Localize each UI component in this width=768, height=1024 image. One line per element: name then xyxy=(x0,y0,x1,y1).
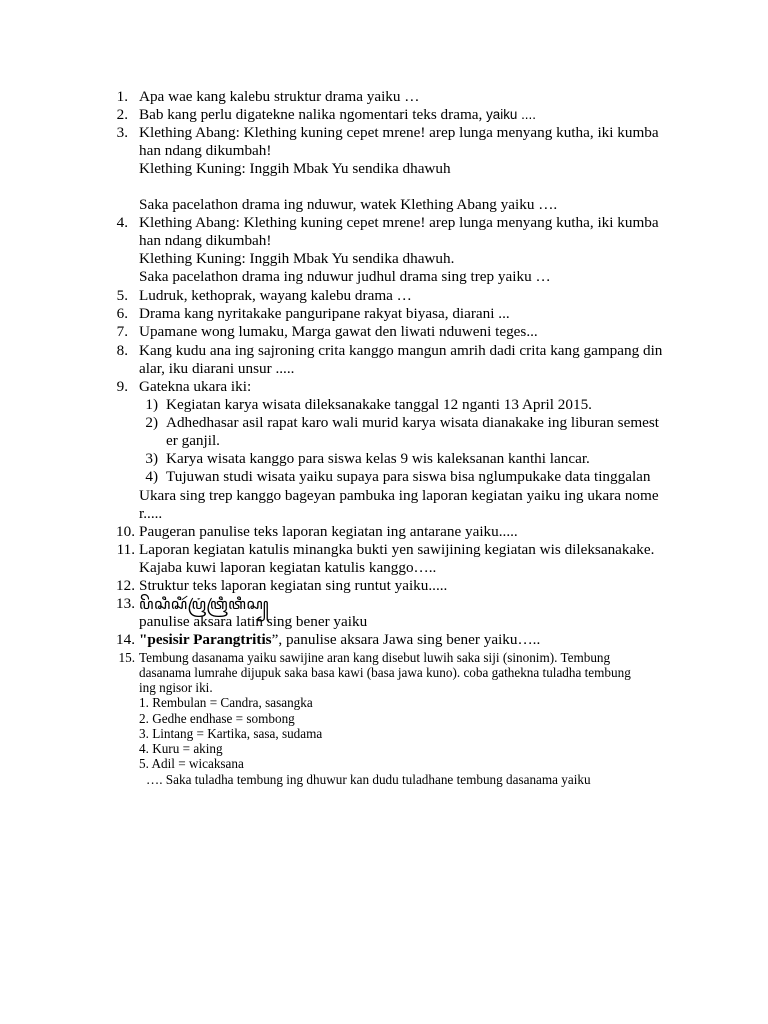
question-number: 9. xyxy=(116,378,128,395)
question-text: Apa wae kang kalebu struktur drama yaiku … xyxy=(139,88,420,105)
question-number: 12. xyxy=(116,577,135,594)
sub-item-line: Tujuwan studi wisata yaiku supaya para siswa bisa nglumpukake data tinggalan xyxy=(166,468,651,485)
sub-item-line: Kegiatan karya wisata dileksanakake tanggal 12 nganti 13 April 2015. xyxy=(166,396,592,413)
question-number: 11. xyxy=(116,541,135,558)
question-line: Kajaba kuwi laporan kegiatan katulis kanggo….. xyxy=(139,559,437,576)
question-text: panulise aksara latin sing bener yaiku xyxy=(139,613,368,630)
sub-item-line: Karya wisata kanggo para siswa kelas 9 wis kaleksanan kanthi lancar. xyxy=(166,450,590,467)
question-text xyxy=(139,106,536,124)
sub-item-number: 1) xyxy=(145,396,158,413)
question-number: 13. xyxy=(116,595,135,612)
list-item: 3. Lintang = Kartika, sasa, sudama xyxy=(139,726,323,741)
sub-item-number: 3) xyxy=(145,450,158,467)
question-number: 2. xyxy=(116,106,128,123)
question-number: 7. xyxy=(116,323,128,340)
question-line: Tembung dasanama yaiku sawijine aran kang disebut luwih saka siji (sinonim). Tembung xyxy=(139,650,611,665)
question-text-bold: "pesisir Parangtritis xyxy=(139,631,272,648)
question-text: Struktur teks laporan kegiatan sing runtut yaiku..... xyxy=(139,577,448,594)
question-text xyxy=(139,631,540,649)
list-item: 5. Adil = wicaksana xyxy=(139,756,244,771)
question-line: Klething Abang: Klething kuning cepet mrene! arep lunga menyang kutha, iki kumba xyxy=(139,124,659,141)
question-text: Drama kang nyritakake panguripane rakyat biyasa, diarani ... xyxy=(139,305,510,322)
sub-item-line: Adhedhasar asil rapat karo wali murid karya wisata dianakake ing liburan semest xyxy=(166,414,660,431)
question-text: Paugeran panulise teks laporan kegiatan ing antarane yaiku..... xyxy=(139,523,518,540)
question-number: 14. xyxy=(116,631,135,648)
question-text-suffix: yaiku .... xyxy=(486,107,536,122)
question-line: Ukara sing trep kanggo bageyan pambuka ing laporan kegiatan yaiku ing ukara nome xyxy=(139,487,659,504)
sub-item-number: 2) xyxy=(145,414,158,431)
question-line: Klething Abang: Klething kuning cepet mrene! arep lunga menyang kutha, iki kumba xyxy=(139,214,659,231)
question-text: Gatekna ukara iki: xyxy=(139,378,252,395)
question-number: 1. xyxy=(116,88,128,105)
question-line: …. Saka tuladha tembung ing dhuwur kan dudu tuladhane tembung dasanama yaiku xyxy=(146,772,591,787)
question-text-main: Bab kang perlu digatekne nalika ngomentari teks drama, xyxy=(139,106,487,123)
question-number: 10. xyxy=(116,523,135,540)
sub-item-number: 4) xyxy=(145,468,158,485)
question-line: Saka pacelathon drama ing nduwur, watek Klething Abang yaiku …. xyxy=(139,196,558,213)
list-item: 4. Kuru = aking xyxy=(139,741,223,756)
sub-item-line: er ganjil. xyxy=(166,432,220,449)
question-line: Saka pacelathon drama ing nduwur judhul drama sing trep yaiku … xyxy=(139,268,551,285)
question-line: dasanama lumrahe dijupuk saka basa kawi (basa jawa kuno). coba gathekna tuladha tembung xyxy=(139,665,631,680)
question-number: 4. xyxy=(116,214,128,231)
question-line: Klething Kuning: Inggih Mbak Yu sendika dhawuh xyxy=(139,160,451,177)
list-item: 1. Rembulan = Candra, sasangka xyxy=(139,695,313,710)
question-line: r..... xyxy=(139,505,163,522)
question-text: Upamane wong lumaku, Marga gawat den liwati nduweni teges... xyxy=(139,323,538,340)
question-line: ing ngisor iki. xyxy=(139,680,213,695)
question-text: Ludruk, kethoprak, wayang kalebu drama … xyxy=(139,287,412,304)
question-number: 3. xyxy=(116,124,128,141)
question-number: 5. xyxy=(116,287,128,304)
question-line: han ndang dikumbah! xyxy=(139,232,272,249)
javanese-script: ꦥꦼꦱꦶꦱꦶꦂꦥꦿꦁꦠꦿꦶꦠꦶꦱ꧀ xyxy=(139,595,270,613)
question-line: Laporan kegiatan katulis minangka bukti yen sawijining kegiatan wis dileksanakake. xyxy=(139,541,655,558)
question-text-rest: ”, panulise aksara Jawa sing bener yaiku….. xyxy=(271,631,541,648)
question-number: 15. xyxy=(118,650,135,665)
question-number: 6. xyxy=(116,305,128,322)
question-number: 8. xyxy=(116,342,128,359)
list-item: 2. Gedhe endhase = sombong xyxy=(139,711,295,726)
question-line: han ndang dikumbah! xyxy=(139,142,272,159)
question-line: alar, iku diarani unsur ..... xyxy=(139,360,295,377)
question-line: Klething Kuning: Inggih Mbak Yu sendika dhawuh. xyxy=(139,250,455,267)
question-line: Kang kudu ana ing sajroning crita kanggo mangun amrih dadi crita kang gampang din xyxy=(139,342,663,359)
